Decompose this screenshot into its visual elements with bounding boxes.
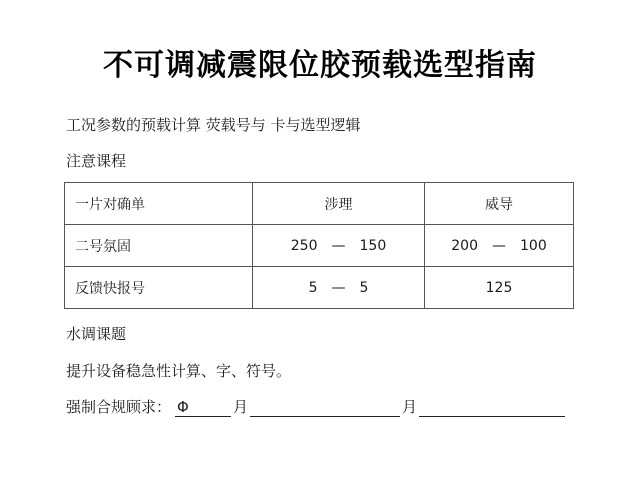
- range-low: 5: [308, 279, 318, 296]
- note-heading: 注意课程: [66, 152, 127, 170]
- table-cell: [253, 267, 425, 309]
- section-heading: 水调课题: [66, 325, 127, 343]
- form-unit-label: 月: [233, 398, 249, 416]
- table-header-cell: 威导: [425, 183, 574, 225]
- table-header-cell: 涉理: [253, 183, 425, 225]
- range-dash: —: [331, 279, 346, 296]
- form-blank-field[interactable]: [419, 400, 565, 417]
- range-dash: —: [492, 237, 506, 254]
- table-row: [65, 225, 574, 267]
- table-cell: 125: [425, 267, 574, 309]
- spec-table: [64, 182, 574, 309]
- compliance-form-line: [66, 396, 565, 417]
- range-dash: —: [331, 237, 346, 254]
- form-blank-field[interactable]: [250, 400, 400, 417]
- form-blank-field[interactable]: [175, 400, 231, 417]
- subtitle: 工况参数的预载计算 荧载号与 卡与选型逻辑: [66, 116, 361, 134]
- table-cell: [425, 225, 574, 267]
- form-mark: Φ: [177, 398, 189, 416]
- row-label: 二号氛固: [65, 225, 253, 267]
- form-unit-label: 月: [402, 398, 418, 416]
- table-header-cell: 一片对确单: [65, 183, 253, 225]
- form-label: 强制合规顾求：: [66, 398, 172, 416]
- table-row: [65, 267, 574, 309]
- row-label: 反馈快报号: [65, 267, 253, 309]
- range-high: 5: [359, 279, 369, 296]
- range-low: 250: [290, 237, 318, 254]
- range-low: 200: [451, 237, 478, 254]
- range-high: 100: [520, 237, 547, 254]
- content-line: 提升设备稳急性计算、字、符号。: [66, 362, 292, 380]
- table-header-row: [65, 183, 574, 225]
- table-cell: [253, 225, 425, 267]
- page-title: 不可调减震限位胶预载选型指南: [103, 48, 537, 83]
- range-high: 150: [359, 237, 387, 254]
